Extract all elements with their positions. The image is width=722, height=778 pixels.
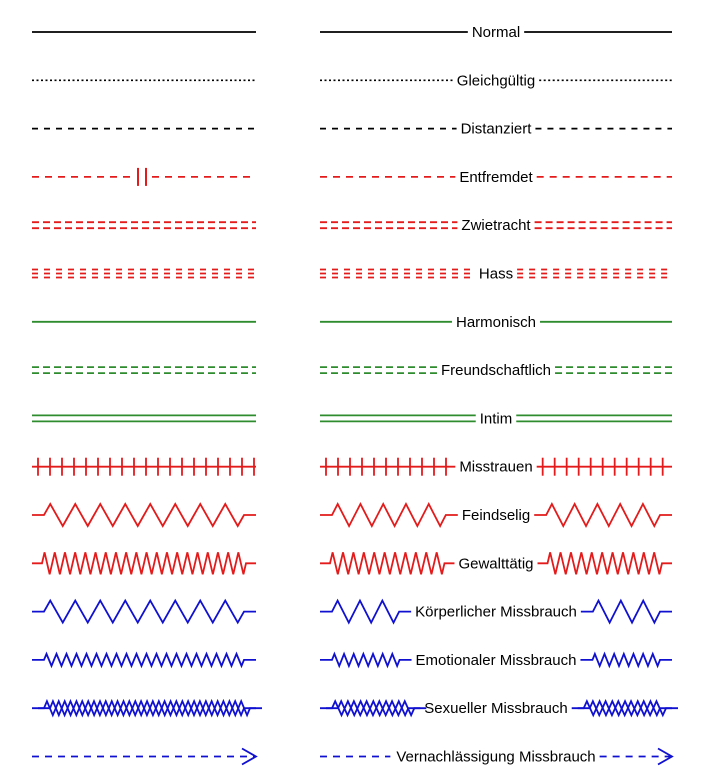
relation-label: Körperlicher Missbrauch bbox=[415, 603, 577, 621]
relation-sample-labeled bbox=[320, 601, 672, 623]
relation-label: Misstrauen bbox=[459, 458, 533, 476]
relation-sexueller-missbrauch bbox=[32, 700, 678, 717]
zigzag-path bbox=[32, 552, 256, 574]
relation-sample-left bbox=[32, 749, 256, 765]
relation-label: Hass bbox=[478, 265, 514, 283]
relation-sample-labeled bbox=[320, 652, 672, 669]
relation-label: Distanziert bbox=[460, 120, 532, 138]
relation-sample-labeled bbox=[320, 362, 672, 379]
zigzag-path bbox=[581, 601, 672, 623]
relation-sample-left bbox=[32, 270, 256, 278]
relation-sample-labeled bbox=[320, 749, 672, 766]
relation-sample-labeled bbox=[320, 217, 672, 234]
relation-sample-left bbox=[32, 654, 256, 666]
relation-sample-labeled bbox=[320, 24, 672, 41]
relation-sample-left bbox=[32, 504, 256, 526]
relation-label: Freundschaftlich bbox=[440, 362, 552, 380]
relation-normal bbox=[32, 24, 672, 41]
relation-sample-left bbox=[32, 701, 262, 715]
relation-sample-left bbox=[32, 367, 256, 373]
relation-label: Feindselig bbox=[461, 507, 531, 524]
zigzag-path bbox=[32, 601, 256, 623]
relation-gleichgultig bbox=[32, 72, 672, 89]
relation-distanziert bbox=[32, 121, 672, 138]
relation-label: Entfremdet bbox=[459, 168, 533, 186]
zigzag-path bbox=[534, 504, 672, 526]
relation-label: Intim bbox=[479, 410, 513, 428]
relation-label: Vernachlässigung Missbrauch bbox=[396, 748, 596, 766]
relation-label: Emotionaler Missbrauch bbox=[415, 651, 577, 669]
relation-harmonisch bbox=[32, 314, 672, 331]
relation-sample-labeled bbox=[320, 504, 672, 526]
relation-hass bbox=[32, 266, 672, 283]
relation-sample-labeled bbox=[320, 266, 672, 283]
zigzag-path bbox=[320, 601, 411, 623]
relation-vernachlassigung-missbrauch bbox=[32, 749, 672, 766]
relation-sample-left bbox=[32, 168, 256, 186]
relation-sample-labeled bbox=[320, 410, 672, 427]
zigzag-path bbox=[320, 552, 454, 574]
relation-entfremdet bbox=[32, 168, 672, 186]
relation-sample-labeled bbox=[320, 121, 672, 138]
relation-sample-labeled bbox=[320, 458, 672, 476]
relation-sample-labeled bbox=[320, 314, 672, 331]
zigzag-path bbox=[32, 504, 256, 526]
zigzag-path bbox=[320, 504, 458, 526]
relation-label: Zwietracht bbox=[461, 217, 531, 235]
relation-sample-labeled bbox=[320, 552, 672, 574]
relation-gewalttatig bbox=[32, 552, 672, 574]
relation-emotionaler-missbrauch bbox=[32, 652, 672, 669]
relation-sample-left bbox=[32, 601, 256, 623]
relation-sample-left bbox=[32, 458, 256, 476]
relation-misstrauen bbox=[32, 458, 672, 476]
zigzag-path bbox=[580, 654, 672, 666]
relation-zwietracht bbox=[32, 217, 672, 234]
relation-sample-labeled bbox=[320, 169, 672, 186]
relation-sample-left bbox=[32, 415, 256, 421]
relation-sample-left bbox=[32, 222, 256, 228]
relation-intim bbox=[32, 410, 672, 427]
relation-label: Harmonisch bbox=[455, 313, 537, 331]
zigzag-path bbox=[32, 654, 256, 666]
relation-feindselig bbox=[32, 504, 672, 526]
relation-label: Gewalttätig bbox=[458, 555, 534, 573]
relation-korperlicher-missbrauch bbox=[32, 601, 672, 623]
relation-sample-labeled bbox=[320, 72, 672, 89]
relation-freundschaftlich bbox=[32, 362, 672, 379]
relation-sample-left bbox=[32, 552, 256, 574]
zigzag-path bbox=[320, 654, 412, 666]
zigzag-path bbox=[538, 552, 672, 574]
relation-label: Normal bbox=[471, 24, 521, 41]
relation-label: Gleichgültig bbox=[456, 72, 536, 90]
relation-sample-labeled bbox=[320, 700, 678, 717]
relation-label: Sexueller Missbrauch bbox=[424, 700, 568, 718]
